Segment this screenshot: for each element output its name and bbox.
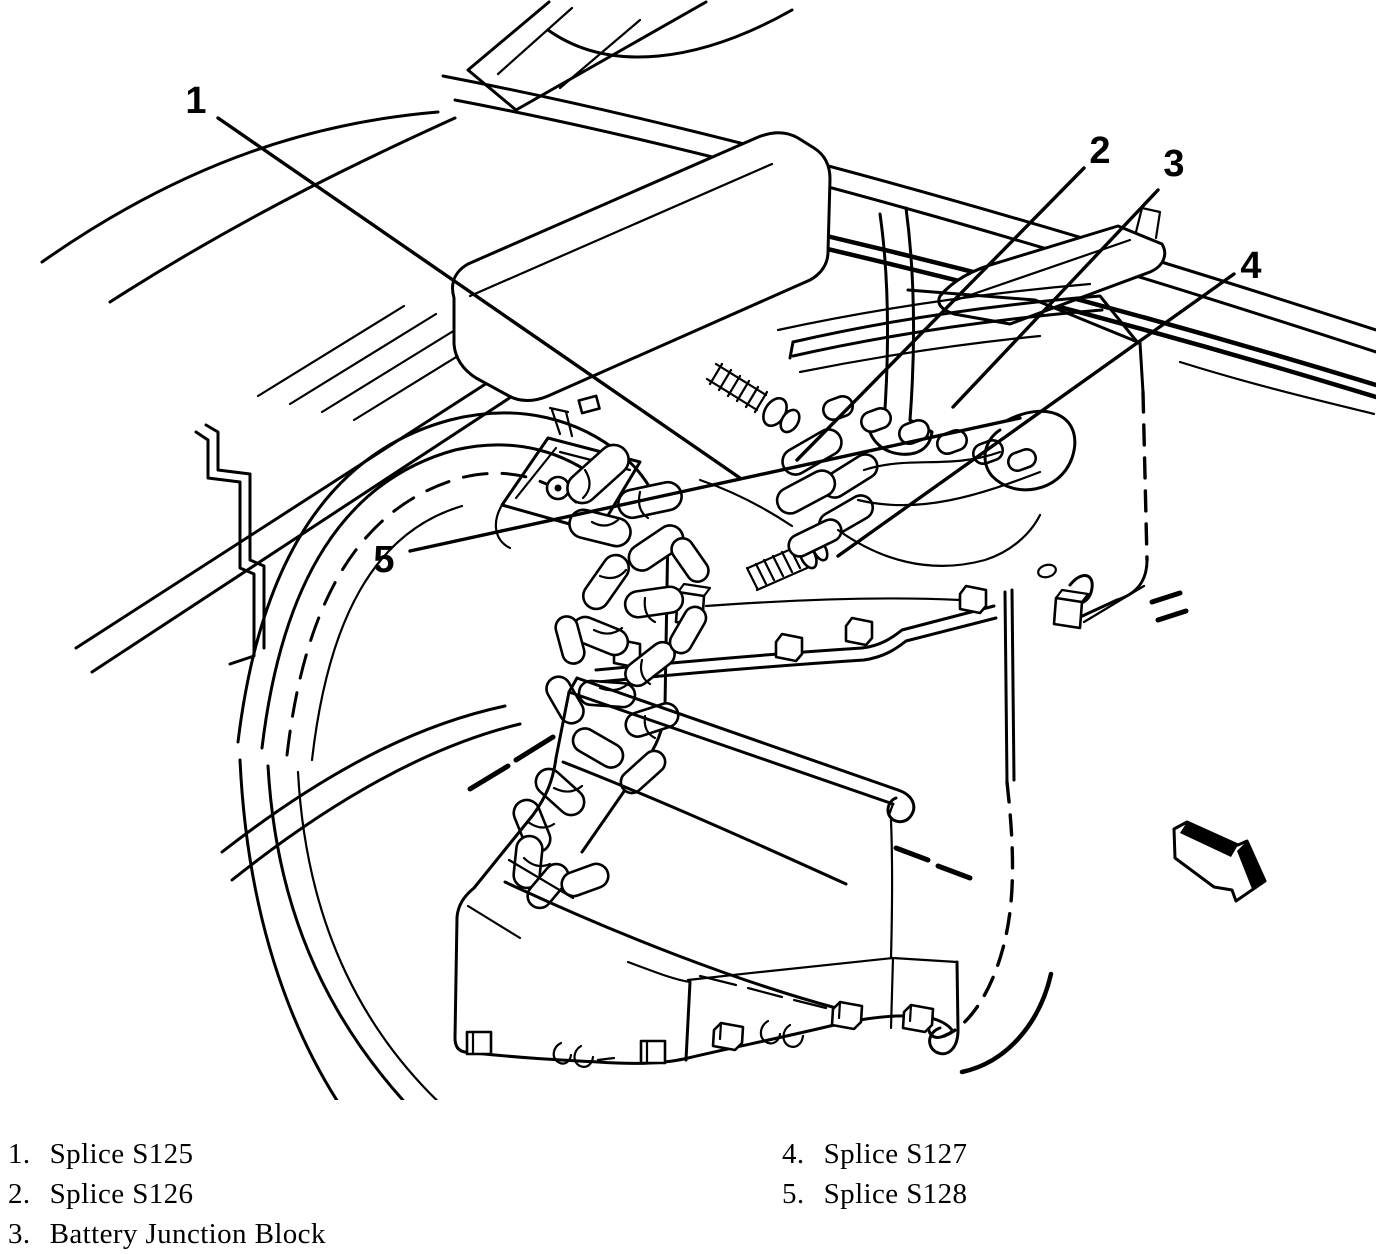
callout-5-leader (410, 418, 1020, 551)
legend-item-2 (8, 1178, 326, 1218)
legend-item-1 (8, 1138, 326, 1178)
legend-column-left (8, 1138, 326, 1254)
legend-item-2-number: 2. (8, 1178, 31, 1210)
callout-1-label: 1 (185, 80, 207, 122)
legend-item-1-label: Splice S125 (49, 1138, 194, 1170)
callout-2-label: 2 (1089, 130, 1111, 172)
callout-4-label: 4 (1240, 245, 1262, 287)
legend-item-4-label: Splice S127 (823, 1138, 968, 1170)
splice-cylinders (773, 425, 882, 560)
direction-arrow-icon (1174, 822, 1265, 901)
air-cleaner-housing (453, 133, 932, 455)
legend-column-right (782, 1138, 967, 1218)
legend-item-4-number: 4. (782, 1138, 805, 1170)
callout-5-label: 5 (373, 539, 395, 581)
legend-item-5-label: Splice S128 (823, 1178, 968, 1210)
legend-item-5 (782, 1178, 967, 1218)
callout-3-label: 3 (1163, 143, 1185, 185)
legend-item-2-label: Splice S126 (49, 1178, 194, 1210)
legend-item-5-number: 5. (782, 1178, 805, 1210)
legend-item-3-label: Battery Junction Block (49, 1218, 326, 1250)
upper-stud (707, 364, 803, 435)
legend-item-3 (8, 1218, 326, 1254)
legend-item-3-number: 3. (8, 1218, 31, 1250)
battery-junction-block (700, 284, 1138, 590)
legend-item-1-number: 1. (8, 1138, 31, 1170)
legend-item-4 (782, 1138, 967, 1178)
